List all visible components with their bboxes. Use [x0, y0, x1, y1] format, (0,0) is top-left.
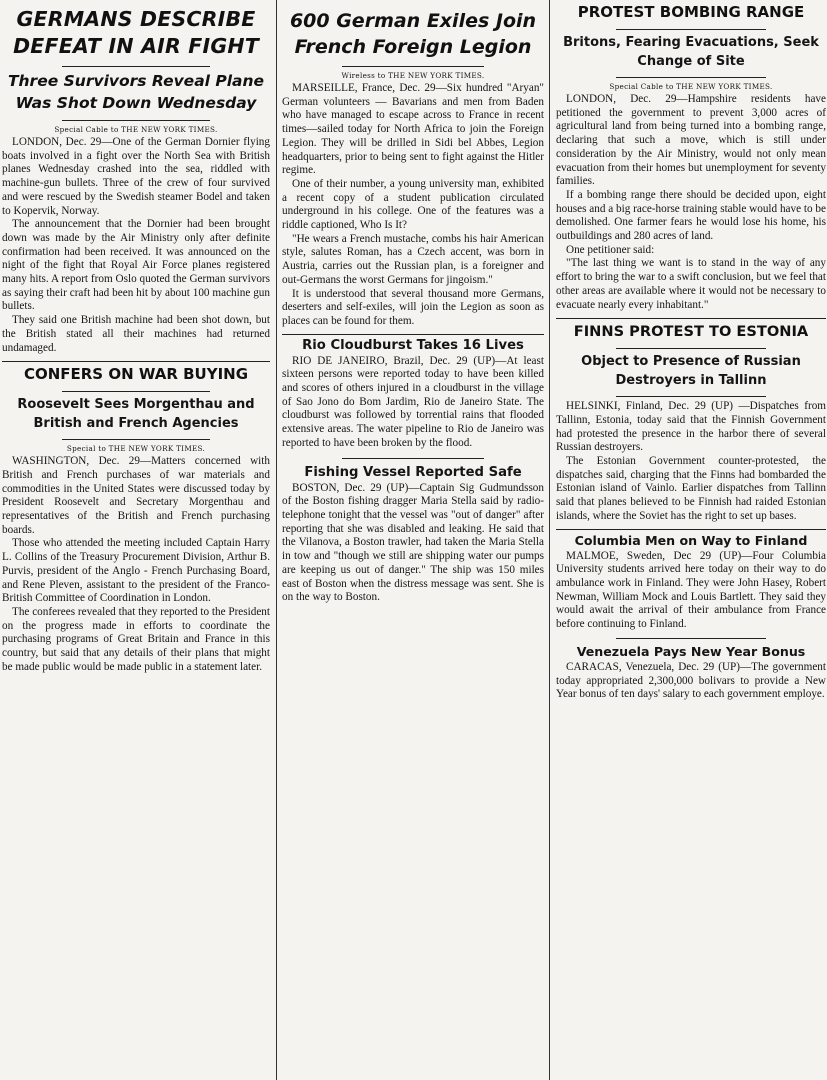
article-bombing-range	[556, 2, 826, 312]
headline: Columbia Men on Way to Finland	[574, 532, 808, 548]
subhead: Three Survivors Reveal Plane Was Shot Down Wednesday	[7, 72, 265, 112]
subhead: Britons, Fearing Evacuations, Seek Change of Site	[563, 35, 819, 69]
wire-credit: Wireless to THE NEW YORK TIMES.	[341, 71, 485, 80]
paragraph: The conferees revealed that they reported to the President on the progress made in efforts to coordinate the purchasing programs of Great Britain and France in this country, but said that any details of their plans that might be made public would be made public in a statement later.	[2, 605, 270, 673]
divider	[616, 396, 766, 397]
paragraph: MARSEILLE, France, Dec. 29—Six hundred "Aryan" German volunteers — Bavarians and men from Baden who have managed to escape across to France in recent times—sailed today for North Africa to join the Foreign Legion. They will be drilled in Sidi bel Abbes, Legion headquarters, prior to being sent to fight against the Hitler regime.	[282, 82, 544, 177]
headline: CONFERS ON WAR BUYING	[23, 365, 249, 384]
article-separator	[556, 318, 826, 319]
divider	[62, 120, 210, 121]
article-separator	[2, 361, 270, 362]
paragraph: LONDON, Dec. 29—Hampshire residents have petitioned the government to prevent 3,000 acres of agricultural land from being turned into a bombing range, declaring that such a move, which is still under consideration by the Air Ministry, would not only mean evacuation from their homes but unemployment for seventy families.	[556, 93, 826, 188]
headline: 600 German Exiles Join French Foreign Legion	[289, 10, 537, 58]
article-columbia-men	[556, 532, 826, 632]
divider	[616, 348, 766, 349]
article-finns-protest	[556, 321, 826, 523]
paragraph: One of their number, a young university man, exhibited a recent copy of a student publication circulated underground in his college. One of the features was a riddle captioned, Who Is It?	[282, 177, 544, 232]
column-rule	[549, 0, 550, 1080]
article-fishing-vessel	[282, 464, 544, 605]
paragraph: BOSTON, Dec. 29 (UP)—Captain Sig Gudmundsson of the Boston fishing dragger Maria Stella said by radio-telephone tonight that the vessel was "out of danger" after reporting that she was disabled and leaking. He said that the Vilanova, a Boston trawler, had taken the Maria Stella in tow and "though we still are shipping water our pumps are keeping us out of danger." The ship was 150 miles east of Boston when the distress message was sent. She is on the way to Boston.	[282, 481, 544, 604]
paragraph: One petitioner said:	[566, 243, 655, 256]
article-body	[282, 482, 544, 605]
paragraph: "He wears a French mustache, combs his hair American style, salutes Roman, has a Czech accent, was born in Austria, carries out the Russian plan, is a foreigner and out-Germans the worst Germans for jingoism."	[282, 232, 544, 286]
wire-credit: Special to THE NEW YORK TIMES.	[66, 444, 206, 454]
divider	[62, 66, 210, 67]
headline: GERMANS DESCRIBE DEFEAT IN AIR FIGHT	[13, 7, 259, 58]
paragraph: If a bombing range there should be decided upon, eight houses and a big race-horse training stable would have to be demolished. One farmer fears he would lose his home, his outbuildings and 280 acres of land.	[556, 188, 826, 243]
column-rule	[276, 0, 277, 1080]
article-separator	[342, 458, 484, 459]
subhead: Object to Presence of Russian Destroyers in Tallinn	[581, 354, 801, 389]
article-body	[282, 82, 544, 329]
paragraph: CARACAS, Venezuela, Dec. 29 (UP)—The government today appropriated 2,300,000 bolivars to provide a New Year bonus of ten days' salary to each government employe.	[556, 660, 826, 701]
subhead: Roosevelt Sees Morgenthau and British and French Agencies	[17, 397, 255, 432]
paragraph: WASHINGTON, Dec. 29—Matters concerned with British and French purchases of war materials and commodities in the United States were discussed today by President Roosevelt and Secretary Morgenthau and representatives of the British and French purchasing boards.	[2, 455, 270, 536]
wire-credit: Special Cable to THE NEW YORK TIMES.	[609, 82, 773, 91]
paragraph: Those who attended the meeting included Captain Harry L. Collins of the Treasury Procurement Division, Arthur B. Purvis, president of the Anglo - French Purchasing Board, and Rene Pleven, assistant to the president of the Franco-British Committee of Coordination in London.	[2, 537, 270, 605]
divider	[616, 29, 766, 30]
divider	[62, 439, 210, 440]
paragraph: The announcement that the Dornier had been brought down was made by the Air Ministry only after definite confirmation had been received. It was announced on the night of the fight that Royal Air Force planes registered many hits. A report from Oslo quoted the German survivors as saying their craft had been hit by about 100 machine gun bullets.	[2, 218, 270, 313]
paragraph: RIO DE JANEIRO, Brazil, Dec. 29 (UP)—At least sixteen persons were reported today to have been killed and scores of others injured in a cloudburst in the village of Sao Jono do Bom Jardim, Rio de Janeiro State. The cloudburst was followed by torrential rains that flooded extensive areas. The water pipeline to Rio de Janeiro was reported to have been broken by the flood.	[282, 354, 544, 449]
paragraph: HELSINKI, Finland, Dec. 29 (UP) —Dispatches from Tallinn, Estonia, today said that the Finnish Government had protested the presence in the harbor there of several Russian destroyers.	[556, 400, 826, 454]
headline: Fishing Vessel Reported Safe	[304, 464, 522, 480]
article-separator	[616, 638, 766, 639]
article-body	[2, 136, 270, 355]
paragraph: LONDON, Dec. 29—One of the German Dornier flying boats involved in a fight over the North Sea with British planes Wednesday crashed into the sea, riddled with machine-gun bullets. Three of the crew of four survived and were rescued by the Swedish steamer Bodel and taken to Kopervik, Norway.	[2, 136, 270, 217]
divider	[342, 66, 484, 67]
article-separator	[282, 334, 544, 335]
column-right	[556, 0, 826, 702]
headline: Rio Cloudburst Takes 16 Lives	[302, 337, 524, 353]
wire-credit: Special Cable to THE NEW YORK TIMES.	[54, 125, 218, 134]
article-war-buying	[2, 364, 270, 674]
headline: PROTEST BOMBING RANGE	[577, 3, 805, 21]
paragraph: "The last thing we want is to stand in the way of any effort to bring the war to a swift conclusion, but we feel that other areas are available where it would not be necessary to evacuate nearly every inhabitant."	[556, 257, 826, 311]
column-left	[2, 0, 270, 675]
column-middle	[282, 0, 544, 605]
paragraph: It is understood that several thousand more Germans, deserters and self-exiles, will join the Legion as soon as places can be found for them.	[282, 287, 544, 327]
article-separator	[556, 529, 826, 530]
article-body	[2, 455, 270, 674]
article-rio-cloudburst	[282, 337, 544, 451]
divider	[616, 77, 766, 78]
article-german-exiles	[282, 8, 544, 329]
article-germans-air-fight	[2, 6, 270, 355]
paragraph: MALMOE, Sweden, Dec 29 (UP)—Four Columbia University students arrived here today on their way to do ambulance work in Finland. They were John Hasey, Robert Newman, William Mock and Louis Bartlett. They said they would await the arrival of their ambulance from France before continuing to Finland.	[556, 549, 826, 631]
headline: FINNS PROTEST TO ESTONIA	[573, 323, 809, 341]
headline: Venezuela Pays New Year Bonus	[576, 643, 806, 659]
article-body	[556, 400, 826, 523]
paragraph: They said one British machine had been shot down, but the British stated all their machines had returned undamaged.	[2, 314, 270, 354]
article-body	[556, 550, 826, 632]
divider	[62, 391, 210, 392]
article-body	[282, 355, 544, 451]
paragraph: The Estonian Government counter-protested, the dispatches said, charging that the Finns had bombarded the Estonian island of Vainlo. Earlier dispatches from Tallinn said that planes believed to be Finnish had raided Estonian islands, where the Soviet has the right to set up bases.	[556, 455, 826, 522]
article-body	[556, 661, 826, 702]
article-body	[556, 93, 826, 312]
article-venezuela-bonus	[556, 643, 826, 702]
